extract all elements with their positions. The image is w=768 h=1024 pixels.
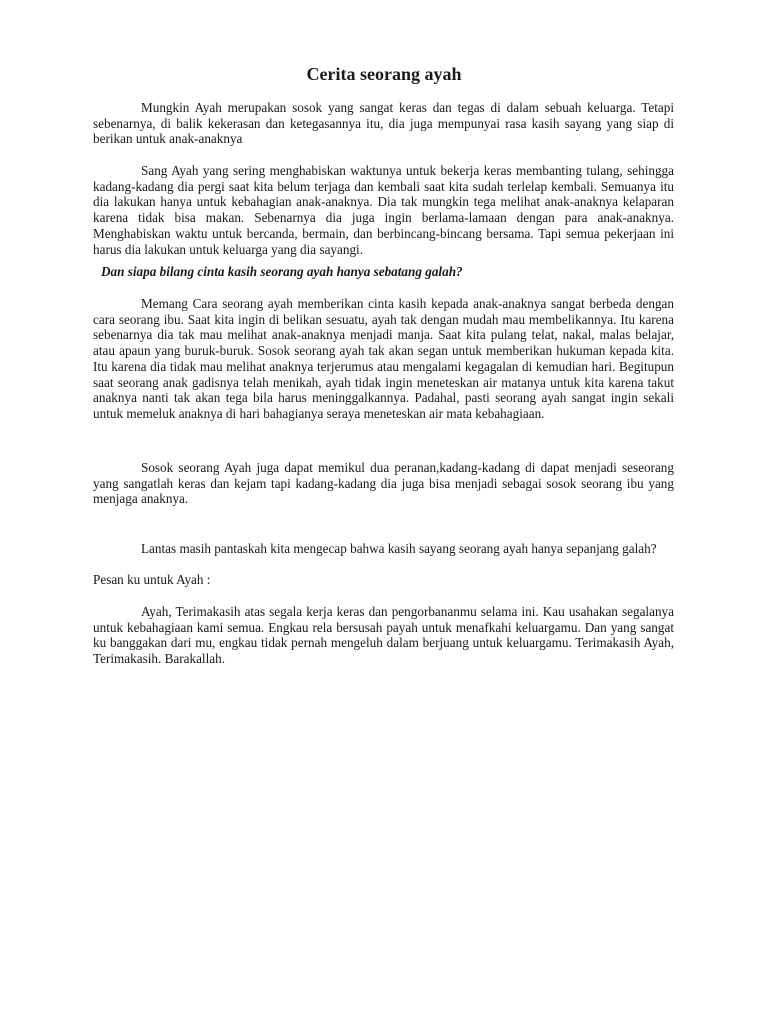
paragraph-message-heading: Pesan ku untuk Ayah :	[93, 572, 211, 587]
document-title: Cerita seorang ayah	[306, 64, 462, 84]
paragraph-hard-work: Sang Ayah yang sering menghabiskan waktunya untuk bekerja keras membanting tulang, sehingga kadang-kadang dia pergi saat kita belum terjaga dan kembali saat kita sudah terlelap kembali. Semuanya itu dia lakukan hanya untuk kebahagian anak-anaknya. Dia tak mungkin tega melihat anak-anaknya kelaparan karena tidak bisa makan. Sebenarnya dia juga ingin berlama-lamaan dengan para anak-anaknya. Menghabiskan waktu untuk bercanda, bermain, dan berbincang-bincang bersama. Tapi semua pekerjaan ini harus dia lakukan untuk keluarga yang dia sayangi.	[93, 163, 674, 257]
paragraph-two-roles: Sosok seorang Ayah juga dapat memikul dua peranan,kadang-kadang di dapat menjadi seseorang yang sangatlah keras dan kejam tapi kadang-kadang dia juga bisa menjadi sebagai sosok seorang ibu yang menjaga anaknya.	[93, 460, 674, 507]
paragraph-different-love: Memang Cara seorang ayah memberikan cinta kasih kepada anak-anaknya sangat berbeda dengan cara seorang ibu. Saat kita ingin di belikan sesuatu, ayah tak dengan mudah mau membelikannya. Itu karena sebenarnya dia tak mau melihat anak-anaknya menjadi manja. Saat kita pulang telat, nakal, malas belajar, atau apaun yang buruk-buruk. Sosok seorang ayah tak akan segan untuk memberikan hukuman kepada kita. Itu karena dia tidak mau melihat anaknya terjerumus atau mengalami kegagalan di kemudian hari. Begitupun saat seorang anak gadisnya telah menikah, ayah tidak ingin meneteskan air matanya untuk kita karena takut anaknya nanti tak akan tega bila harus meninggalkannya. Padahal, pasti seorang ayah sangat ingin sekali untuk memeluk anaknya di hari bahagianya seraya meneteskan air mata kebahagiaan.	[93, 296, 674, 421]
paragraph-question: Dan siapa bilang cinta kasih seorang ayah hanya sebatang galah?	[101, 264, 463, 279]
paragraph-thanks: Ayah, Terimakasih atas segala kerja keras dan pengorbananmu selama ini. Kau usahakan segalanya untuk kebahagiaan kami semua. Engkau rela bersusah payah untuk menafkahi keluargamu. Dan yang sangat ku banggakan dari mu, engkau tidak pernah mengeluh dalam berjuang untuk keluargamu. Terimakasih Ayah, Terimakasih. Barakallah.	[93, 604, 674, 667]
paragraph-intro: Mungkin Ayah merupakan sosok yang sangat keras dan tegas di dalam sebuah keluarga. Tetapi sebenarnya, di balik kekerasan dan ketegasannya itu, dia juga mempunyai rasa kasih sayang yang siap di berikan untuk anak-anaknya	[93, 100, 674, 147]
paragraph-rhetorical: Lantas masih pantaskah kita mengecap bahwa kasih sayang seorang ayah hanya sepanjang galah?	[141, 541, 657, 556]
